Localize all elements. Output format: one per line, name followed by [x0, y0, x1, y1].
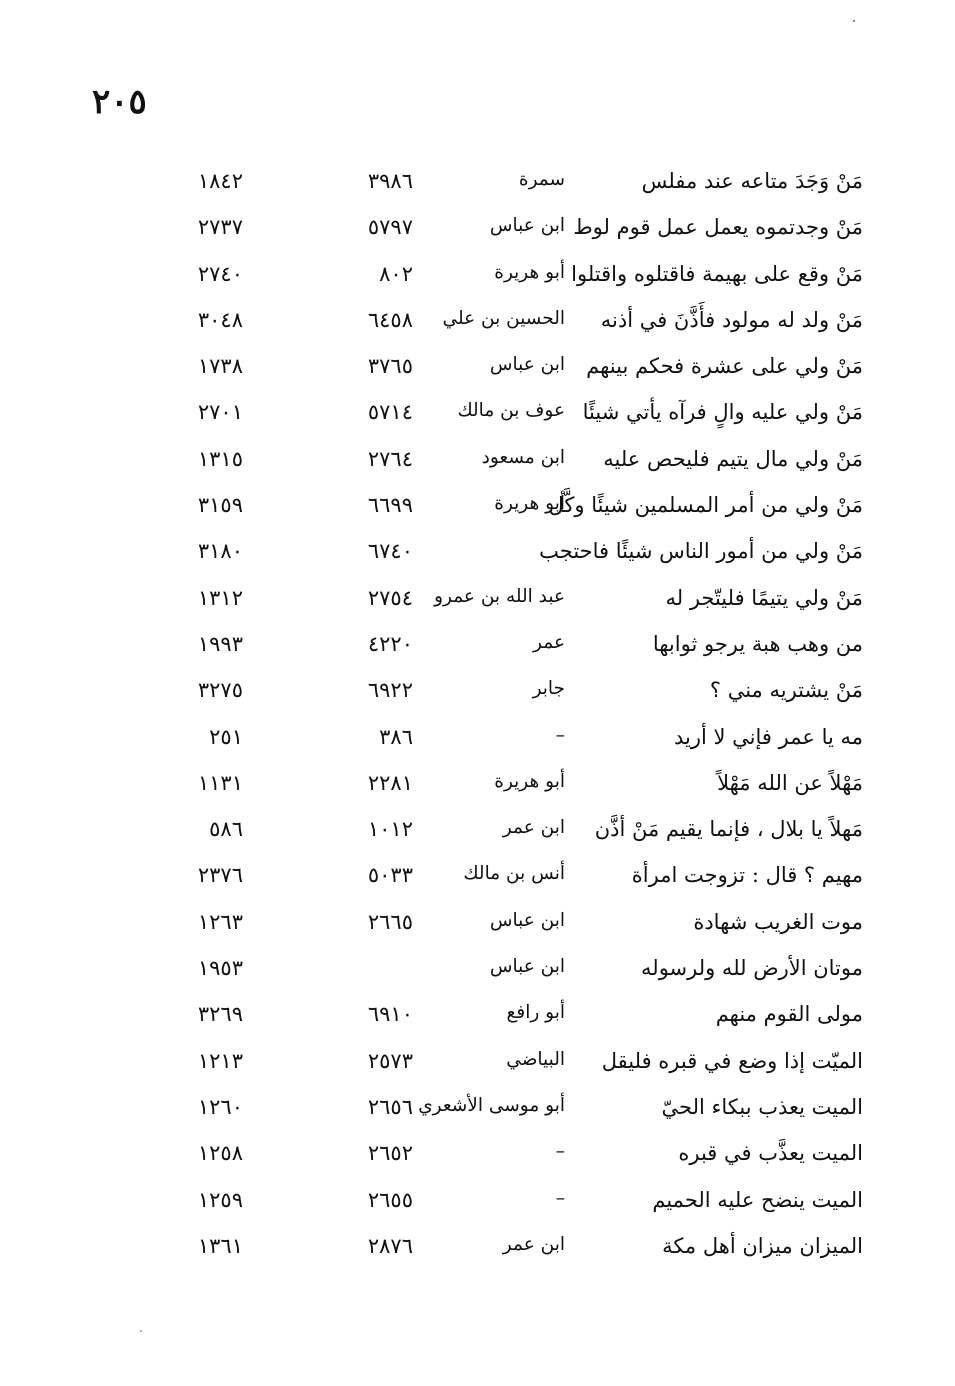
narrator-name: – [555, 724, 565, 746]
hadith-number: ٣٧٦٥ [367, 354, 413, 379]
page-number: ٢٠٥ [92, 82, 147, 122]
reference-number: ١٩٥٣ [197, 956, 243, 981]
table-row [0, 302, 955, 348]
reference-number: ٢٣٧٦ [197, 863, 243, 888]
table-row [0, 441, 955, 487]
reference-number: ١٣١٥ [197, 446, 243, 471]
hadith-number: ٥٧٩٧ [367, 215, 413, 240]
reference-number: ٢٥١ [209, 724, 243, 749]
hadith-number: ٦٤٥٨ [367, 307, 413, 332]
hadith-text: مَنْ ولي عليه والٍ فرآه يأتي شيئًا [582, 400, 863, 425]
narrator-name: – [555, 1141, 565, 1163]
table-row [0, 348, 955, 394]
table-row [0, 765, 955, 811]
table-row [0, 857, 955, 903]
table-row [0, 580, 955, 626]
hadith-number: ٦٦٩٩ [367, 493, 413, 518]
hadith-number: ٦٩١٠ [367, 1002, 413, 1027]
hadith-number: ٢٨٧٦ [367, 1233, 413, 1258]
hadith-text: الميت ينضح عليه الحميم [652, 1187, 863, 1212]
table-row [0, 904, 955, 950]
hadith-text: مَهلاً يا بلال ، فإنما يقيم مَنْ أذَّن [594, 817, 863, 842]
narrator-name: ابن عمر [502, 817, 565, 839]
table-row [0, 950, 955, 996]
hadith-text: مَنْ وجدتموه يعمل عمل قوم لوط [573, 215, 863, 240]
hadith-text: مَنْ ولي مال يتيم فليحص عليه [603, 446, 863, 471]
hadith-text: موتان الأرض لله ولرسوله [641, 956, 863, 981]
table-row [0, 163, 955, 209]
narrator-name: ابن عباس [489, 909, 565, 931]
narrator-name: الحسين بن علي [442, 307, 565, 329]
narrator-name: ابن عباس [489, 215, 565, 237]
scan-mark-top [853, 20, 855, 22]
hadith-number: ٥٧١٤ [367, 400, 413, 425]
narrator-name: أبو هريرة [494, 261, 565, 283]
hadith-index-table [0, 163, 955, 1274]
reference-number: ١١٣١ [197, 770, 243, 795]
narrator-name: البياضي [506, 1048, 565, 1070]
table-row [0, 256, 955, 302]
hadith-number: ٣٩٨٦ [367, 169, 413, 193]
narrator-name: أبو هريرة [494, 770, 565, 792]
narrator-name: أبو موسى الأشعري [418, 1094, 565, 1116]
hadith-text: مَنْ ولي على عشرة فحكم بينهم [586, 354, 863, 379]
hadith-number: ١٠١٢ [367, 817, 413, 842]
hadith-number: ٥٠٣٣ [367, 863, 413, 888]
narrator-name: أنس بن مالك [463, 863, 565, 885]
table-row [0, 1228, 955, 1274]
hadith-text: الميت يعذب ببكاء الحيّ [661, 1094, 863, 1119]
hadith-text: مَنْ ولي يتيمًا فليتّجر له [665, 585, 863, 610]
hadith-number: ٢٢٨١ [367, 770, 413, 795]
table-row [0, 394, 955, 440]
hadith-text: موت الغريب شهادة [693, 909, 863, 934]
hadith-number: ٢٧٥٤ [367, 585, 413, 610]
hadith-number: ٢٦٦٥ [367, 909, 413, 934]
hadith-number: ٢٦٥٦ [367, 1094, 413, 1119]
hadith-number: ٨٠٢ [379, 261, 413, 286]
reference-number: ١٢٥٩ [197, 1187, 243, 1212]
narrator-name: – [555, 1187, 565, 1209]
table-row [0, 487, 955, 533]
narrator-name: ابن عباس [489, 956, 565, 978]
narrator-name: ابن عمر [502, 1233, 565, 1255]
hadith-text: مه يا عمر فإني لا أريد [674, 724, 863, 749]
table-row [0, 811, 955, 857]
table-row [0, 1089, 955, 1135]
reference-number: ١٩٩٣ [197, 631, 243, 656]
hadith-number: ٢٦٥٢ [367, 1141, 413, 1166]
reference-number: ٣٢٦٩ [197, 1002, 243, 1027]
narrator-name: جابر [532, 678, 565, 700]
hadith-number: ٤٢٢٠ [367, 631, 413, 656]
reference-number: ٣٢٧٥ [197, 678, 243, 703]
reference-number: ١٢١٣ [197, 1048, 243, 1073]
narrator-name: سمرة [518, 169, 565, 190]
hadith-number: ٢٥٧٣ [367, 1048, 413, 1073]
reference-number: ١٨٤٢ [197, 169, 243, 193]
hadith-text: مَهْلاً عن الله مَهْلاً [717, 770, 863, 795]
hadith-text: مَنْ وقع على بهيمة فاقتلوه واقتلوا [571, 261, 863, 286]
reference-number: ١٣٦١ [197, 1233, 243, 1258]
reference-number: ٣١٥٩ [197, 493, 243, 518]
narrator-name: ابن مسعود [481, 446, 565, 468]
narrator-name: أبو رافع [506, 1002, 565, 1024]
reference-number: ١٣١٢ [197, 585, 243, 610]
table-row [0, 1182, 955, 1228]
table-row [0, 1043, 955, 1089]
table-row [0, 719, 955, 765]
table-row [0, 626, 955, 672]
narrator-name: ابن عباس [489, 354, 565, 376]
hadith-text: مولى القوم منهم [715, 1002, 863, 1027]
hadith-number: ٦٧٤٠ [367, 539, 413, 564]
reference-number: ٥٨٦ [209, 817, 243, 842]
hadith-number: ٦٩٢٢ [367, 678, 413, 703]
table-row [0, 996, 955, 1042]
table-row [0, 209, 955, 255]
narrator-name: عوف بن مالك [457, 400, 565, 422]
narrator-name: أبو هريرة [494, 493, 565, 515]
narrator-name: عبد الله بن عمرو [434, 585, 565, 607]
reference-number: ٢٧٣٧ [197, 215, 243, 240]
table-row [0, 672, 955, 718]
hadith-text: مَنْ ولي من أمر المسلمين شيئًا وكَّل [548, 493, 863, 518]
table-row [0, 533, 955, 579]
hadith-text: مَنْ يشتريه مني ؟ [709, 678, 863, 703]
reference-number: ١٢٦٠ [197, 1094, 243, 1119]
reference-number: ١٢٦٣ [197, 909, 243, 934]
reference-number: ٣٠٤٨ [197, 307, 243, 332]
reference-number: ٣١٨٠ [197, 539, 243, 564]
hadith-text: من وهب هبة يرجو ثوابها [652, 631, 863, 656]
table-row [0, 1135, 955, 1181]
hadith-text: مَنْ ولي من أمور الناس شيئًا فاحتجب [539, 539, 863, 564]
scan-mark-bottom [140, 1330, 142, 1332]
hadith-text: الميّت إذا وضع في قبره فليقل [601, 1048, 863, 1073]
hadith-text: مَنْ وَجَدَ متاعه عند مفلس [641, 169, 863, 193]
hadith-text: الميت يعذَّب في قبره [678, 1141, 863, 1166]
reference-number: ١٢٥٨ [197, 1141, 243, 1166]
hadith-text: مهيم ؟ قال : تزوجت امرأة [631, 863, 863, 888]
narrator-name: عمر [533, 631, 565, 653]
hadith-text: الميزان ميزان أهل مكة [662, 1233, 863, 1258]
reference-number: ٢٧٤٠ [197, 261, 243, 286]
hadith-number: ٢٧٦٤ [367, 446, 413, 471]
hadith-number: ٢٦٥٥ [367, 1187, 413, 1212]
hadith-number: ٣٨٦ [379, 724, 413, 749]
hadith-text: مَنْ ولد له مولود فأَذَّنَ في أذنه [600, 307, 863, 332]
reference-number: ٢٧٠١ [197, 400, 243, 425]
reference-number: ١٧٣٨ [197, 354, 243, 379]
